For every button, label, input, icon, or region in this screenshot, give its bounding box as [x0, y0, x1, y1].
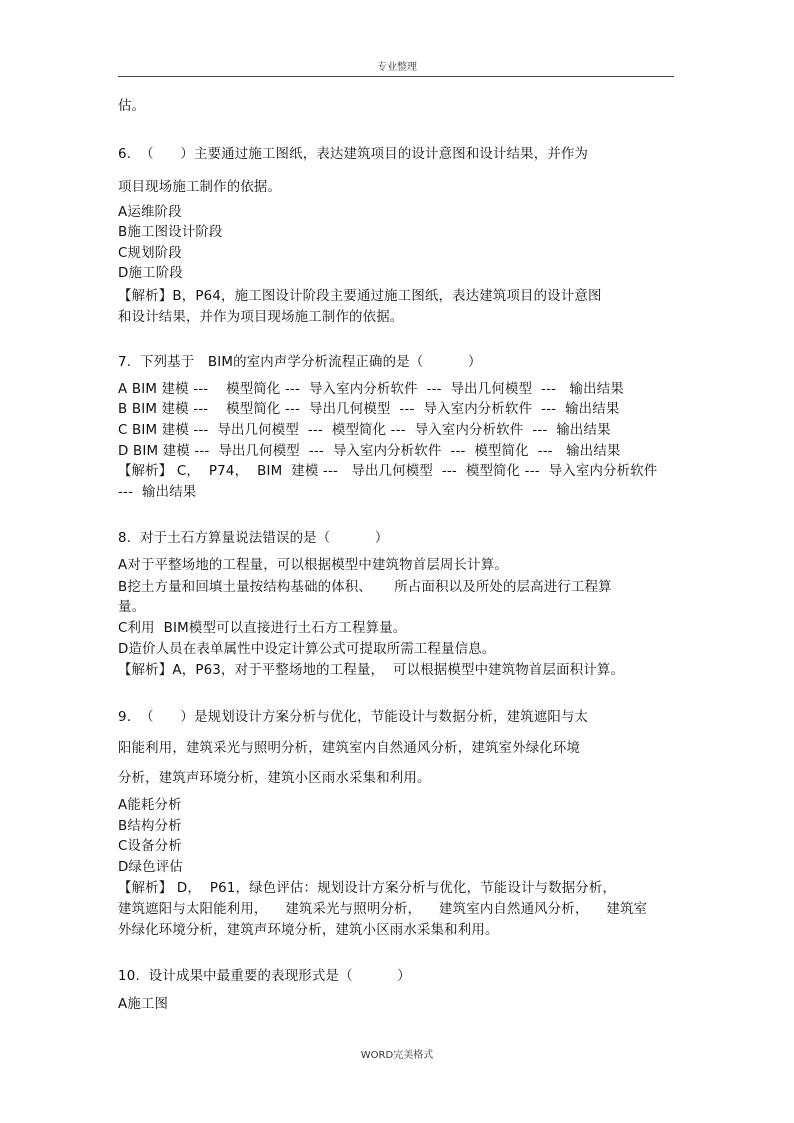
header-divider	[118, 76, 674, 77]
text-line: 和设计结果，并作为项目现场施工制作的依据。	[118, 310, 404, 325]
text-line: 外绿化环境分析，建筑声环境分析，建筑小区雨水采集和利用。	[118, 923, 499, 938]
page-footer: WORD完美格式	[360, 1050, 434, 1061]
option-b: B BIM 建模 --- 模型简化 --- 导出几何模型 --- 导入室内分析软件 --- 输出结果	[118, 402, 620, 417]
question-6-stem: 6. （ ）主要通过施工图纸，表达建筑项目的设计意图和设计结果，并作为	[118, 147, 589, 162]
option-a: A运维阶段	[118, 205, 182, 220]
answer-analysis: 【解析】A，P63，对于平整场地的工程量， 可以根据模型中建筑物首层面积计算。	[118, 663, 625, 678]
option-c: C设备分析	[118, 839, 182, 854]
question-10-stem: 10. 设计成果中最重要的表现形式是（ ）	[118, 969, 411, 984]
answer-analysis: 【解析】B，P64，施工图设计阶段主要通过施工图纸，表达建筑项目的设计意图	[118, 289, 602, 304]
question-9-stem: 9. （ ）是规划设计方案分析与优化，节能设计与数据分析，建筑遮阳与太	[118, 710, 589, 725]
option-b: B结构分析	[118, 819, 182, 834]
option-d: D绿色评估	[118, 860, 183, 875]
option-d: D造价人员在表单属性中设定计算公式可提取所需工程量信息。	[118, 642, 496, 657]
option-c: C BIM 建模 --- 导出几何模型 --- 模型简化 --- 导入室内分析软件 --- 输出结果	[118, 423, 611, 438]
option-b: B施工图设计阶段	[118, 225, 223, 240]
option-a: A对于平整场地的工程量，可以根据模型中建筑物首层周长计算。	[118, 558, 508, 573]
text-line: 估。	[118, 99, 146, 114]
option-a: A施工图	[118, 997, 169, 1012]
option-d: D施工阶段	[118, 266, 183, 281]
page-header: 专业整理	[377, 62, 417, 73]
option-c: C利用 BIM模型可以直接进行土石方工程算量。	[118, 621, 407, 636]
option-a: A BIM 建模 --- 模型简化 --- 导入室内分析软件 --- 导出几何模型 --- 输出结果	[118, 382, 624, 397]
question-7-stem: 7. 下列基于 BIM的室内声学分析流程正确的是（ ）	[118, 355, 482, 370]
option-b: B挖土方量和回填土量按结构基础的体积、 所占面积以及所处的层高进行工程算	[118, 580, 612, 595]
text-line: 项目现场施工制作的依据。	[118, 180, 282, 195]
option-a: A能耗分析	[118, 798, 182, 813]
option-c: C规划阶段	[118, 246, 182, 261]
text-line: 阳能利用，建筑采光与照明分析，建筑室内自然通风分析，建筑室外绿化环境	[118, 741, 581, 756]
question-8-stem: 8. 对于土石方算量说法错误的是（ ）	[118, 531, 389, 546]
answer-analysis: 【解析】 D， P61，绿色评估：规划设计方案分析与优化，节能设计与数据分析，	[118, 881, 617, 896]
text-line: 分析，建筑声环境分析，建筑小区雨水采集和利用。	[118, 771, 431, 786]
option-d: D BIM 建模 --- 导出几何模型 --- 导入室内分析软件 --- 模型简化 --- 输出结果	[118, 444, 621, 459]
answer-analysis: 【解析】 C， P74， BIM 建模 --- 导出几何模型 --- 模型简化 --- 导入室内分析软件	[118, 464, 658, 479]
text-line: 量。	[118, 600, 146, 615]
text-line: 建筑遮阳与太阳能利用， 建筑采光与照明分析， 建筑室内自然通风分析， 建筑室	[118, 902, 648, 917]
text-line: --- 输出结果	[118, 485, 197, 500]
